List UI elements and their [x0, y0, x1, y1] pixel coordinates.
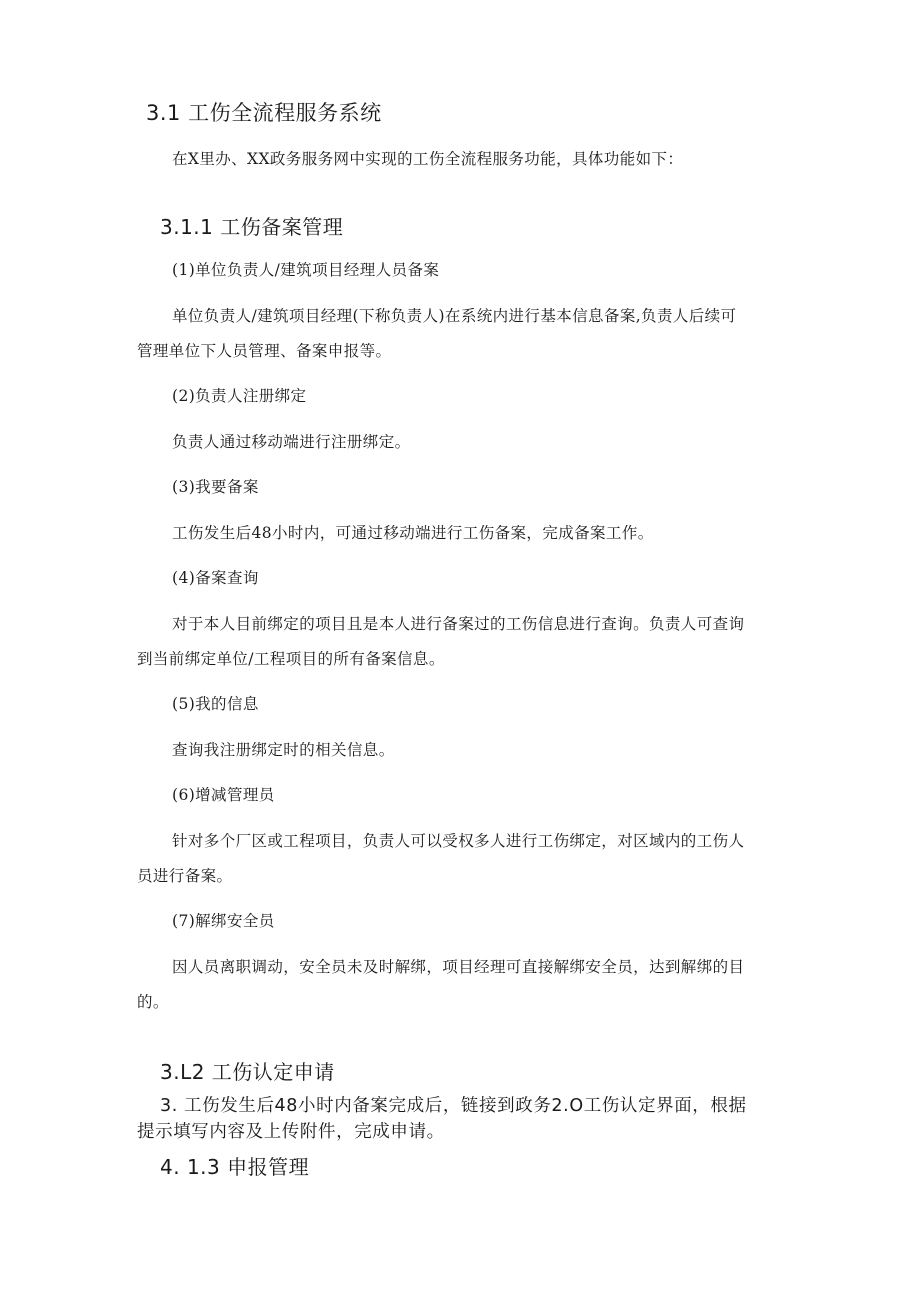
item-6-title: (6)增减管理员	[172, 786, 275, 804]
item-1-text-line-2: 管理单位下人员管理、备案申报等。	[137, 342, 392, 360]
section-heading-3-1-2: 3.L2 工伤认定申请	[160, 1060, 335, 1084]
item-1-text-line-1: 单位负责人/建筑项目经理(下称负责人)在系统内进行基本信息备案,负责人后续可	[172, 307, 737, 325]
item-7-title: (7)解绑安全员	[172, 912, 275, 930]
item-7-text-line-1: 因人员离职调动，安全员未及时解绑，项目经理可直接解绑安全员，达到解绑的目	[172, 958, 745, 976]
section-heading-3-1: 3.1 工伤全流程服务系统	[146, 101, 382, 125]
section-heading-3-1-3: 4. 1.3 申报管理	[160, 1155, 310, 1179]
item-3-text: 工伤发生后48小时内，可通过移动端进行工伤备案，完成备案工作。	[172, 524, 654, 542]
item-1-title: (1)单位负责人/建筑项目经理人员备案	[172, 261, 440, 279]
item-2-title: (2)负责人注册绑定	[172, 387, 307, 405]
item-6-text-line-1: 针对多个厂区或工程项目，负责人可以受权多人进行工伤绑定，对区域内的工伤人	[172, 832, 745, 850]
item-4-title: (4)备案查询	[172, 569, 259, 587]
item-3-title: (3)我要备案	[172, 478, 259, 496]
item-5-text: 查询我注册绑定时的相关信息。	[172, 741, 395, 759]
item-6-text-line-2: 员进行备案。	[137, 867, 233, 885]
item-5-title: (5)我的信息	[172, 695, 259, 713]
item-4-text-line-1: 对于本人目前绑定的项目且是本人进行备案过的工伤信息进行查询。负责人可查询	[172, 615, 745, 633]
application-paragraph-line-1: 3. 工伤发生后48小时内备案完成后，链接到政务2.O工伤认定界面，根据	[160, 1096, 747, 1116]
item-2-text: 负责人通过移动端进行注册绑定。	[172, 433, 411, 451]
application-paragraph-line-2: 提示填写内容及上传附件，完成申请。	[137, 1122, 445, 1142]
item-4-text-line-2: 到当前绑定单位/工程项目的所有备案信息。	[137, 650, 445, 668]
item-7-text-line-2: 的。	[137, 993, 169, 1011]
intro-paragraph: 在X里办、XX政务服务网中实现的工伤全流程服务功能，具体功能如下：	[172, 150, 684, 168]
section-heading-3-1-1: 3.1.1 工伤备案管理	[160, 215, 344, 239]
